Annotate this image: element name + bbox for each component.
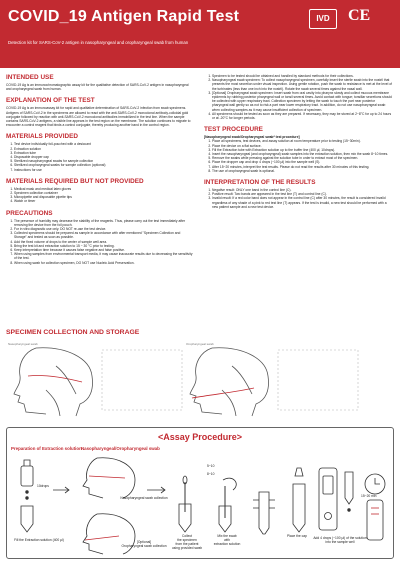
list-item: 5. Remove the swabs while pressing against the solution tube in order to extract most of the specimen. (212, 156, 392, 160)
caption-collect: Collect the specimen from the patient using provided swab (171, 534, 203, 550)
list-item: 4. All specimens should be tested as soon as they are prepared. If necessary, they may be stored at 2~8°C for up to 24 hours or at -20°C for longer periods. (212, 112, 392, 120)
list-item: 3. [Optional] Oropharyngeal swab specimen: Insert swab from oral cavity into pharynx slowly and collect mucous membrane epidermis by rubbing posterior pharyngeal wall or tonsil several times. Avoid contact with tongue; tonsillar secretions should be collected with upper respiratory tract. Collection specimen by letting the swab to touch the part near posterior pharyngeal wall gently so as not to risk a part near lower respiratory tract. In addition, do not use nasopharyngeal swab when collecting samples as it may cause insufficient collection of specimen. (212, 91, 392, 112)
ce-mark: CE (348, 7, 371, 24)
document-subtitle: Detection kit for SARS-CoV-2 antigen in nasopharyngeal and oropharyngeal swab from human (8, 40, 189, 45)
list-item: 2. Nasopharyngeal swab specimen: To collect nasopharyngeal specimen, carefully insert the sterile swab into the nostril that presents the most secretion under visual inspection. Using gentle rotation, push the swab to resistance is met at the level of the turbinates (less than one inch into the nostril). Rotate the swab several times against the nasal wall. (212, 78, 392, 91)
list-item: 5. Sterilized nasopharyngeal swabs for sample collection (14, 159, 193, 163)
list-item: 7. When using samples from environmental transport media, it may cause inaccurate results due to decreasing the sensitivity of the test. (14, 252, 193, 260)
capped-tube-icon (293, 484, 305, 532)
ivd-mark: IVD (309, 9, 337, 29)
explanation-section (6, 97, 193, 127)
dropper-cap-icon (295, 468, 303, 476)
list-item: 1. Medical mask and medical latex gloves (14, 187, 193, 191)
nasopharyngeal-label: Nasopharyngeal swab (8, 342, 38, 346)
specimen-list (204, 74, 392, 120)
extraction-tube-icon (21, 506, 33, 532)
materials-provided-list (6, 142, 193, 171)
right-column (204, 74, 392, 215)
list-item: 2. Place the device on a flat surface. (212, 144, 392, 148)
list-item: 5. Bring the test kit and extraction solution to 15 ~ 30 °C prior to testing. (14, 244, 193, 248)
list-item: 3. Extraction tube (14, 151, 193, 155)
test-procedure-list (204, 139, 392, 173)
list-item: 6. Sterilized oropharyngeal swabs for sample collection (optional) (14, 163, 193, 167)
caption-np-collection: Nasopharyngeal swab collection (120, 496, 168, 500)
left-column (6, 74, 193, 271)
oropharyngeal-label: Oropharyngeal swab (186, 342, 214, 346)
materials-provided-section (6, 133, 193, 171)
list-item: 1. Specimen to be tested should be obtained and handled by standard methods for their collections. (212, 74, 392, 78)
assay-procedure-panel (6, 427, 394, 559)
materials-required-section (6, 178, 193, 204)
explanation-heading: EXPLANATION OF THE TEST (6, 97, 95, 105)
list-item: 2. Specimen collection container (14, 191, 193, 195)
timer-label: 15~20 min (361, 494, 377, 498)
materials-required-heading: MATERIALS REQUIRED BUT NOT PROVIDED (6, 177, 144, 185)
intended-use-text: COVID-19 Ag is an immunochromatographic assay kit for the qualitative detection of SARS-CoV-2 antigen in nasopharyngeal and oropharyngeal swab from human. (6, 83, 189, 92)
mix-count-label: 8~10 (207, 472, 215, 476)
list-item: 3. Invalid result: If a red color band does not appear in the control line (C) after 30 minutes, the result is considered invalid regardless of any shade of a pink to red test line (T) appears. If the test is invalid, a new test should be performed with a new patient sample and a new test device. (212, 196, 392, 209)
list-item: 4. Add the fixed volume of drops to the center of sample well area. (14, 240, 193, 244)
header-banner (0, 0, 400, 68)
caption-fill: Fill the Extraction solution (400 μl) (14, 538, 64, 542)
materials-provided-heading: MATERIALS PROVIDED (6, 133, 78, 141)
caption-cap: Place the cap (287, 534, 307, 538)
list-item: 7. After 15~20 minutes, interpret the test results. Please do not read the results after 30 minutes of this testing. (212, 165, 392, 169)
assay-procedure-title: <Assay Procedure> (157, 432, 243, 442)
precautions-heading: PRECAUTIONS (6, 209, 53, 217)
list-item: 1. Negative result: ONLY one band in the control line (C). (212, 188, 392, 192)
head-profile-illustration (6, 342, 394, 418)
list-item: 2. Positive result: Two bands are appeared in the test line (T) and control line (C). (212, 192, 392, 196)
swab-subheading: Nasopharyngeal/Oropharyngeal swab (81, 446, 160, 451)
list-item: 6. Keep interpretation time because it causes false negative and false positive. (14, 248, 193, 252)
list-item: 8. When using swab for collection specimen, DO NOT use Nucleic Acid Preservation. (14, 261, 193, 265)
precautions-section (6, 210, 193, 265)
list-item: 4. Disposable dropper cap (14, 155, 193, 159)
arrow-icon (53, 487, 69, 493)
list-item: 1. Place all specimens, test devices, and assay solution at room temperature prior to testing (15~30min). (212, 139, 392, 143)
test-procedure-heading: TEST PROCEDURE (204, 126, 263, 134)
list-item: 3. Micropipette and disposable pipette tips (14, 195, 193, 199)
specimen-collection-heading: SPECIMEN COLLECTION AND STORAGE (6, 329, 140, 336)
precautions-list (6, 219, 193, 265)
list-item: 8. The use of oropharyngeal swab is optional. (212, 169, 392, 173)
extraction-bottle-icon (21, 466, 33, 486)
materials-required-list (6, 187, 193, 204)
caption-mix: Mix the swab with extraction solution (213, 534, 241, 546)
specimen-collection-illustration (6, 342, 394, 418)
list-item: 4. Insert the nasopharyngeal (and oropharyngeal) swab samples into the extraction solution, then mix the swab 8~10 times. (212, 152, 392, 156)
arrow-icon (147, 487, 165, 493)
list-item: 3. Collected specimens should be prepared as sample in accordance with after mentioned "Specimen Collection and Storage" and tested as soon as possible. (14, 231, 193, 239)
extraction-subheading: Preparation of Extraction solution (11, 446, 82, 451)
caption-op-collection: [Optional] Oropharyngeal swab collection (121, 540, 167, 548)
np-collection-head-icon (83, 458, 135, 498)
press-tube-icon (259, 492, 269, 534)
test-procedure-section (204, 126, 392, 173)
result-cassette-icon (367, 500, 383, 540)
list-item: 6. Place the dropper cap and drop 4 drops (~100 μl) into the sample well (S). (212, 160, 392, 164)
rotate-count-label: 5~10 (207, 464, 215, 468)
dropping-tube-icon (345, 472, 353, 504)
intended-use-section (6, 74, 193, 91)
interpretation-list (204, 188, 392, 209)
intended-use-heading: INTENDED USE (6, 74, 54, 81)
explanation-text: COVID-19 Ag is an immunoassay kit for rapid and qualitative determination of SARS-CoV-2 infection from swab specimens. Antigens of SARS-CoV-2 in the specimens are allowed to react with the anti-SARS-CoV-2 monoclonal antibody-colloidal gold conjugate followed by reaction with anti-SARS-CoV-2 monoclonal antibodies immobilized in the test line. When the sample contains SARS-CoV-2 antigens, a visible line appears in the test region on the membrane. The solution continues to migrate to encounter a control reagent that binds a control conjugate, thereby producing another band in the control region. (6, 106, 191, 128)
interpretation-heading: INTERPRETATION OF THE RESULTS (204, 179, 316, 187)
list-item: 7. Instructions for use (14, 168, 193, 172)
list-item: 1. The presence of humidity may decrease the stability of the reagents. Thus, please carry out the test immediately after removing the device from the foil pouch. (14, 219, 193, 227)
list-item: 4. Watch or timer (14, 199, 193, 203)
document-title: COVID_19 Antigen Rapid Test (8, 8, 240, 25)
list-item: 2. Extraction solution (14, 147, 193, 151)
caption-add: Add 4 drops (~100 μl) of the solution into the sample well (313, 536, 367, 544)
list-item: 1. Test device individually foil-pouched with a desiccant (14, 142, 193, 146)
list-item: 2. For in vitro diagnostic use only. DO NOT re-use the test device. (14, 227, 193, 231)
drops-label: 10drops (37, 484, 49, 488)
interpretation-section (204, 179, 392, 209)
specimen-collection-section (6, 329, 394, 338)
test-procedure-subheading: [Nasopharyngeal swab/Oropharyngeal swab* test procedure] (204, 135, 300, 140)
list-item: 3. Fill the Extraction tube with Extraction solution up to the buffer line (400 μl, 10drops). (212, 148, 392, 152)
test-cassette-icon (319, 468, 337, 530)
